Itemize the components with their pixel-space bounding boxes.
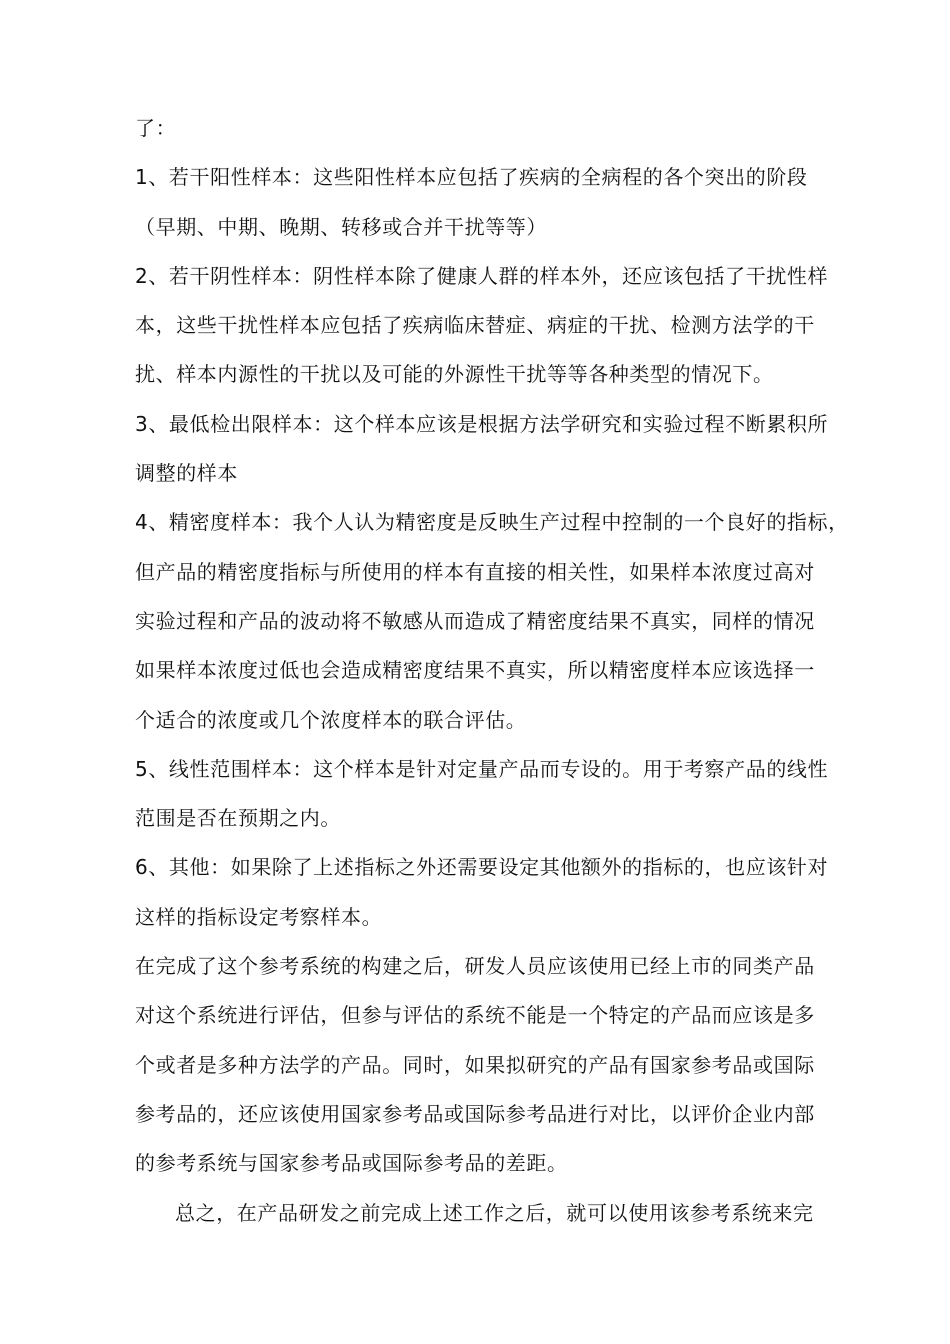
text-line: 个适合的浓度或几个浓度样本的联合评估。 xyxy=(135,707,527,732)
text-line: 3、最低检出限样本：这个样本应该是根据方法学研究和实验过程不断累积所 xyxy=(135,411,829,436)
text-line: 调整的样本 xyxy=(135,461,238,486)
text-line: 5、线性范围样本：这个样本是针对定量产品而专设的。用于考察产品的线性 xyxy=(135,756,829,781)
text-line: 6、其他：如果除了上述指标之外还需要设定其他额外的指标的，也应该针对 xyxy=(135,855,829,880)
text-line: 总之，在产品研发之前完成上述工作之后，就可以使用该参考系统来完 xyxy=(175,1200,814,1225)
text-line: 如果样本浓度过低也会造成精密度结果不真实，所以精密度样本应该选择一 xyxy=(135,658,815,683)
text-line: （早期、中期、晚期、转移或合并干扰等等） xyxy=(135,214,547,239)
text-line: 参考品的，还应该使用国家参考品或国际参考品进行对比，以评价企业内部 xyxy=(135,1101,815,1126)
text-line: 的参考系统与国家参考品或国际参考品的差距。 xyxy=(135,1151,568,1176)
text-line: 本，这些干扰性样本应包括了疾病临床替症、病症的干扰、检测方法学的干 xyxy=(135,313,815,338)
text-line: 1、若干阳性样本：这些阳性样本应包括了疾病的全病程的各个突出的阶段 xyxy=(135,165,808,190)
text-line: 扰、样本内源性的干扰以及可能的外源性干扰等等各种类型的情况下。 xyxy=(135,362,774,387)
text-line: 了： xyxy=(135,116,177,140)
text-line: 2、若干阴性样本：阴性样本除了健康人群的样本外，还应该包括了干扰性样 xyxy=(135,263,829,288)
text-line: 但产品的精密度指标与所使用的样本有直接的相关性，如果样本浓度过高对 xyxy=(135,559,815,584)
text-line: 实验过程和产品的波动将不敏感从而造成了精密度结果不真实，同样的情况 xyxy=(135,608,815,633)
text-line: 这样的指标设定考察样本。 xyxy=(135,904,383,929)
text-line: 在完成了这个参考系统的构建之后，研发人员应该使用已经上市的同类产品 xyxy=(135,954,815,979)
document-body xyxy=(135,104,849,1238)
text-line: 个或者是多种方法学的产品。同时，如果拟研究的产品有国家参考品或国际 xyxy=(135,1052,815,1077)
text-line: 4、精密度样本：我个人认为精密度是反映生产过程中控制的一个良好的指标， xyxy=(135,510,849,535)
text-line: 对这个系统进行评估，但参与评估的系统不能是一个特定的产品而应该是多 xyxy=(135,1003,815,1028)
text-line: 范围是否在预期之内。 xyxy=(135,806,341,831)
